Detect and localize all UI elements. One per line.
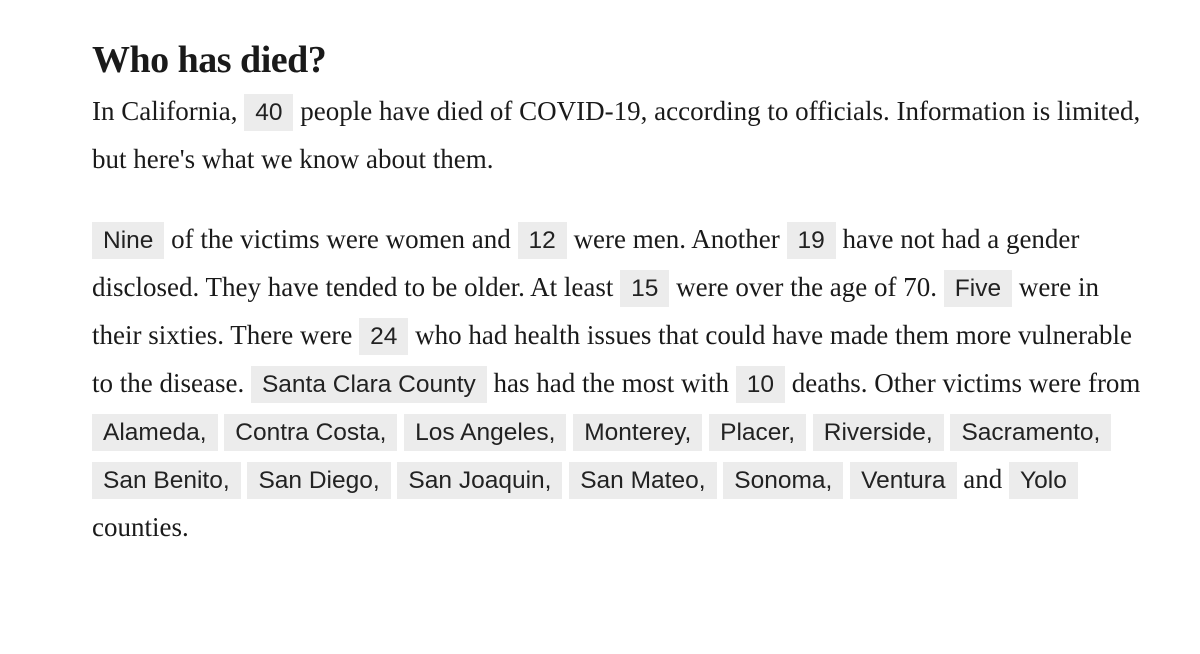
county-yolo: Yolo (1009, 462, 1078, 499)
details-text-1: of the victims were women and (171, 224, 511, 254)
men-count-value: 12 (518, 222, 567, 259)
county-monterey: Monterey, (573, 414, 702, 451)
details-text-9: and (963, 464, 1003, 494)
over-70-count-value: 15 (620, 270, 669, 307)
sixties-count-value: Five (944, 270, 1012, 307)
county-san-benito: San Benito, (92, 462, 241, 499)
county-riverside: Riverside, (813, 414, 944, 451)
health-issues-count-value: 24 (359, 318, 408, 355)
article (92, 34, 1152, 550)
county-los-angeles: Los Angeles, (404, 414, 566, 451)
details-text-10: counties. (92, 512, 189, 542)
intro-prefix: In California, (92, 96, 238, 126)
county-san-diego: San Diego, (247, 462, 390, 499)
section-heading: Who has died? (92, 39, 327, 81)
undisclosed-count-value: 19 (787, 222, 836, 259)
details-text-2: were men. Another (573, 224, 780, 254)
details-paragraph (92, 216, 1152, 550)
county-san-mateo: San Mateo, (569, 462, 716, 499)
county-sonoma: Sonoma, (723, 462, 843, 499)
county-sacramento: Sacramento, (950, 414, 1111, 451)
county-san-joaquin: San Joaquin, (397, 462, 562, 499)
county-ventura: Ventura (850, 462, 956, 499)
details-text-7: has had the most with (493, 368, 730, 398)
county-alameda: Alameda, (92, 414, 218, 451)
death-count-value: 40 (244, 94, 293, 131)
top-county-deaths-value: 10 (736, 366, 785, 403)
intro-paragraph (92, 88, 1152, 182)
details-text-3: have not had a gender disclosed. They have tended to be older. At least (92, 224, 1080, 302)
county-placer: Placer, (709, 414, 806, 451)
details-text-4: were over the age of 70. (676, 272, 938, 302)
women-count-value: Nine (92, 222, 164, 259)
intro-text: people have died of COVID-19, according to officials. Information is limited, but here's what we know about them. (92, 96, 1141, 174)
details-text-6: who had health issues that could have made them more vulnerable to the disease. (92, 320, 1132, 398)
details-text-5: were in their sixties. There were (92, 272, 1100, 350)
details-text-8: deaths. Other victims were from (791, 368, 1141, 398)
county-contra-costa: Contra Costa, (224, 414, 397, 451)
top-county-value: Santa Clara County (251, 366, 487, 403)
